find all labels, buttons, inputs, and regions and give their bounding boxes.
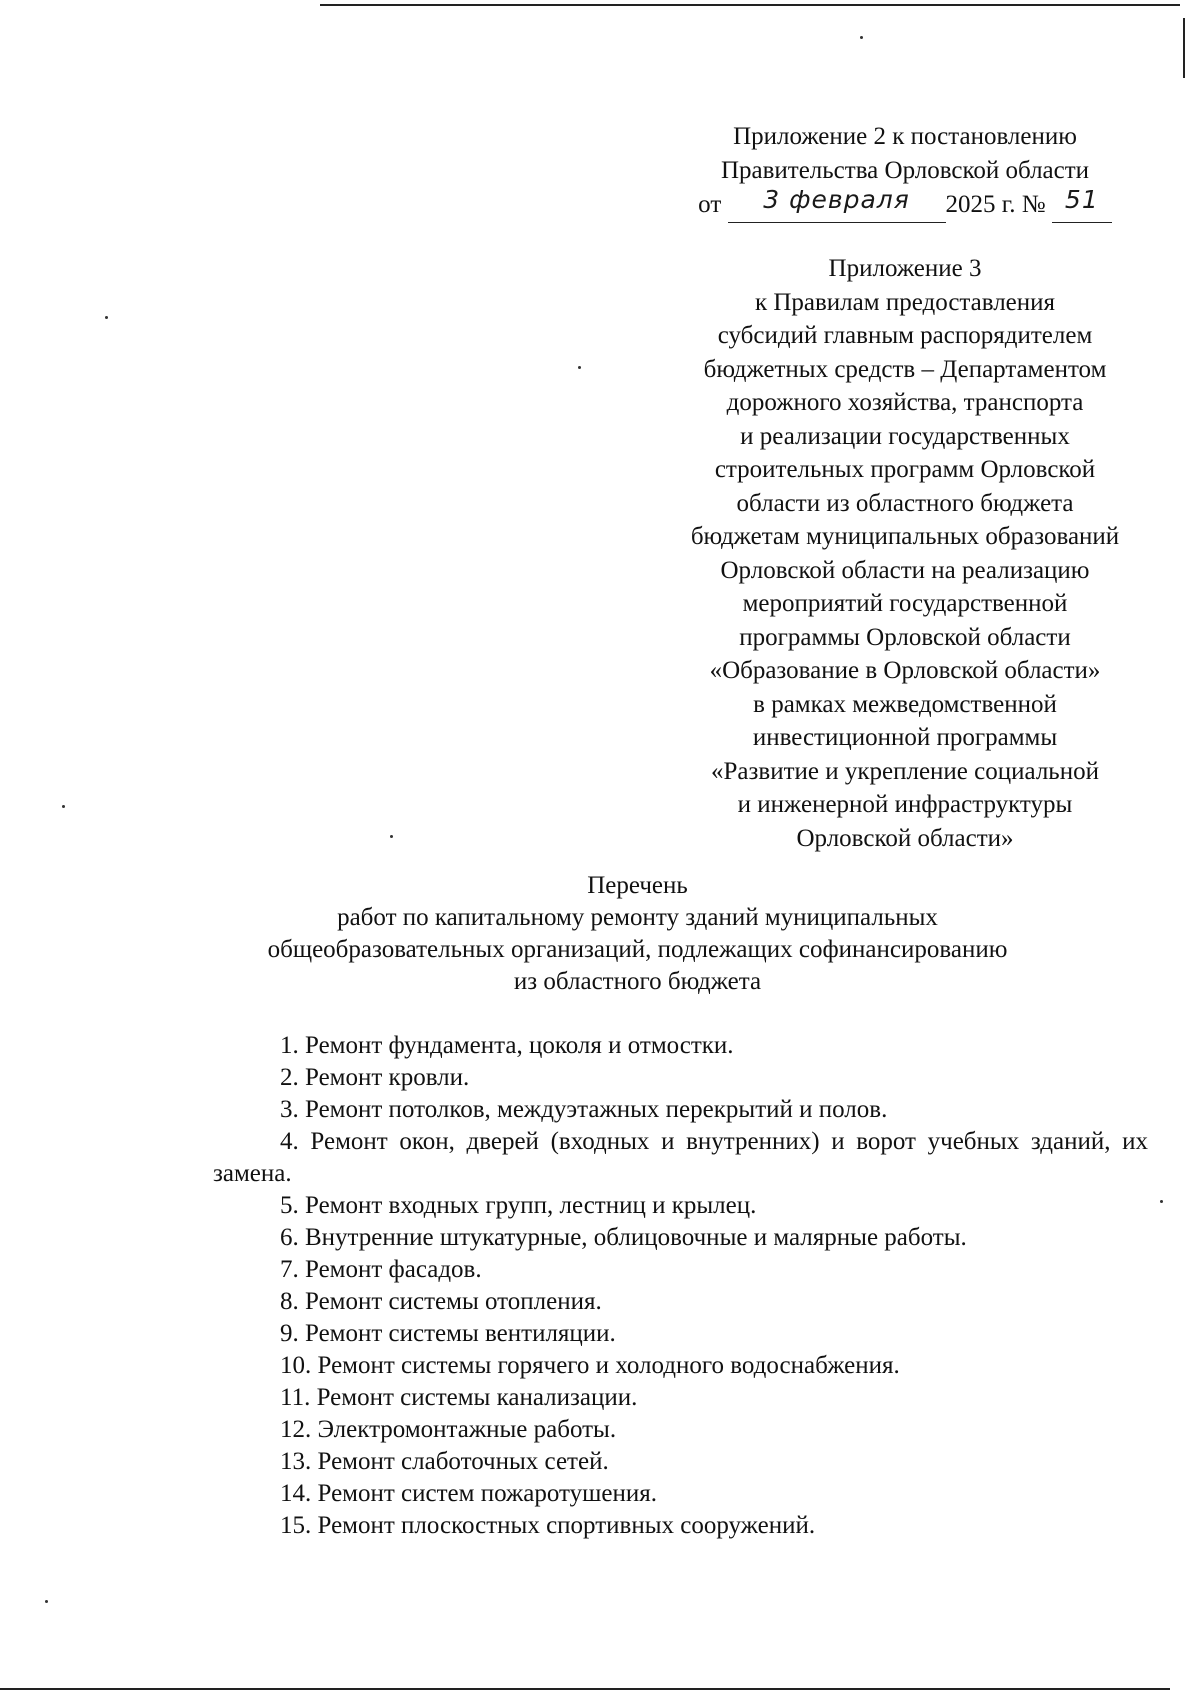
list-item: 14. Ремонт систем пожаротушения. [280, 1480, 657, 1507]
appendix-line: «Образование в Орловской области» [709, 657, 1101, 684]
list-item: 12. Электромонтажные работы. [280, 1416, 617, 1443]
scan-edge-bottom [0, 1688, 1170, 1690]
date-blank [728, 187, 946, 223]
appendix-line: Приложение 3 [828, 255, 982, 282]
works-list [213, 1030, 1148, 1542]
scan-speck [1160, 1200, 1163, 1203]
scan-speck [578, 366, 581, 369]
list-item: 9. Ремонт системы вентиляции. [280, 1320, 616, 1347]
appendix-line: дорожного хозяйства, транспорта [726, 389, 1084, 416]
approval-block [650, 120, 1160, 223]
appendix-line: строительных программ Орловской [714, 456, 1096, 483]
list-item: 10. Ремонт системы горячего и холодного водоснабжения. [280, 1352, 900, 1379]
appendix-line: бюджетам муниципальных образований [690, 523, 1120, 550]
list-item: 3. Ремонт потолков, междуэтажных перекрытий и полов. [280, 1096, 888, 1123]
list-item: 15. Ремонт плоскостных спортивных сооружений. [280, 1512, 816, 1539]
list-item: 11. Ремонт системы канализации. [280, 1384, 638, 1411]
list-item: 2. Ремонт кровли. [280, 1064, 470, 1091]
list-item: 13. Ремонт слаботочных сетей. [280, 1448, 609, 1475]
appendix-line: в рамках межведомственной [753, 690, 1057, 718]
scan-speck [105, 316, 108, 319]
scan-speck [45, 1600, 48, 1603]
scan-edge-top [320, 4, 1180, 6]
appendix-line: области из областного бюджета [736, 489, 1074, 517]
approval-line-2: Правительства Орловской области [720, 156, 1090, 184]
list-item: 1. Ремонт фундамента, цоколя и отмостки. [280, 1032, 734, 1059]
appendix-line: Орловской области на реализацию [720, 556, 1090, 584]
date-prefix: от [698, 191, 722, 218]
appendix-line: «Развитие и укрепление социальной [711, 757, 1099, 785]
number-blank [1052, 187, 1112, 223]
scan-speck [62, 805, 65, 808]
approval-date-line [650, 187, 1160, 223]
appendix-line: мероприятий государственной [742, 590, 1068, 617]
title-line: общеобразовательных организаций, подлежащих софинансированию [267, 936, 1008, 963]
year-number-label: 2025 г. № [945, 191, 1046, 218]
scan-speck [390, 835, 393, 838]
title-line: работ по капитальному ремонту зданий муниципальных [337, 904, 938, 931]
handwritten-date: 3 февраля [763, 185, 910, 214]
appendix-line: бюджетных средств – Департаментом [703, 355, 1107, 383]
appendix-3-block [650, 252, 1160, 855]
appendix-line: и инженерной инфраструктуры [737, 791, 1073, 818]
appendix-line: инвестиционной программы [752, 724, 1058, 751]
appendix-line: и реализации государственных [740, 422, 1070, 450]
appendix-line: Орловской области» [796, 824, 1014, 852]
handwritten-number: 51 [1064, 185, 1099, 214]
list-item: 7. Ремонт фасадов. [280, 1256, 482, 1283]
list-item: 6. Внутренние штукатурные, облицовочные и малярные работы. [280, 1224, 967, 1251]
list-item: 4. Ремонт окон, дверей (входных и внутренних) и ворот учебных зданий, их замена. [213, 1128, 1148, 1187]
appendix-line: субсидий главным распорядителем [717, 322, 1093, 349]
scan-edge-right [1183, 18, 1185, 78]
list-item: 5. Ремонт входных групп, лестниц и крылец. [280, 1192, 757, 1219]
approval-line-1: Приложение 2 к постановлению [733, 123, 1077, 150]
scan-speck [860, 36, 863, 39]
appendix-line: программы Орловской области [739, 623, 1071, 651]
title-line: Перечень [587, 872, 688, 899]
document-title [200, 870, 1075, 998]
title-line: из областного бюджета [513, 968, 762, 995]
list-item: 8. Ремонт системы отопления. [280, 1288, 602, 1315]
appendix-line: к Правилам предоставления [754, 288, 1056, 316]
